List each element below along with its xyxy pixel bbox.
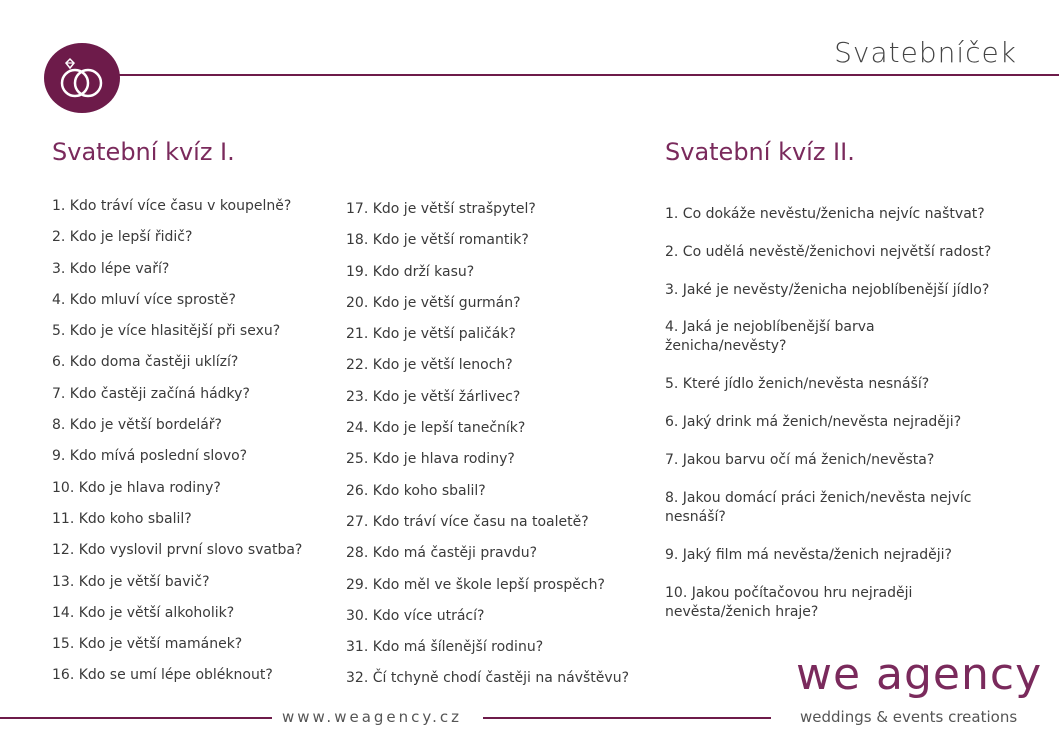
question-item: 26. Kdo koho sbalil? [346,482,486,499]
question-item: 16. Kdo se umí lépe obléknout? [52,667,273,684]
question-item: 23. Kdo je větší žárlivec? [346,388,521,405]
question-item: 27. Kdo tráví více času na toaletě? [346,513,589,530]
rings-icon [44,43,120,113]
rings-logo [44,43,120,113]
question-item: 13. Kdo je větší bavič? [52,573,210,590]
question-item: 29. Kdo měl ve škole lepší prospěch? [346,576,605,593]
question-item: 8. Kdo je větší bordelář? [52,417,222,434]
question-item: 19. Kdo drží kasu? [346,263,475,280]
question-item: 6. Kdo doma častěji uklízí? [52,354,239,371]
question-item: 10. Jakou počítačovou hru nejraději nevěsta/ženich hraje? [665,585,913,620]
question-item: 3. Kdo lépe vaří? [52,260,170,277]
question-item: 4. Kdo mluví více sprostě? [52,291,236,308]
quiz1-right-list [346,199,629,700]
question-item: 2. Kdo je lepší řidič? [52,229,193,246]
question-item: 8. Jakou domácí práci ženich/nevěsta nejvíc nesnáší? [665,490,972,525]
quiz1-title: Svatební kvíz I. [52,138,235,166]
footer-rule-left [0,717,272,719]
question-item: 14. Kdo je větší alkoholik? [52,604,235,621]
question-item: 30. Kdo více utrácí? [346,607,485,624]
question-item: 11. Kdo koho sbalil? [52,510,192,527]
question-item: 22. Kdo je větší lenoch? [346,357,513,374]
question-item: 28. Kdo má častěji pravdu? [346,545,538,562]
question-item: 21. Kdo je větší paličák? [346,326,516,343]
question-item: 25. Kdo je hlava rodiny? [346,451,515,468]
question-item: 24. Kdo je lepší tanečník? [346,420,526,437]
question-item: 12. Kdo vyslovil první slovo svatba? [52,542,303,559]
question-item: 5. Které jídlo ženich/nevěsta nesnáší? [665,376,930,392]
question-item: 3. Jaké je nevěsty/ženicha nejoblíbenější jídlo? [665,282,990,298]
question-item: 6. Jaký drink má ženich/nevěsta nejraději? [665,414,962,430]
quiz2-list [665,205,1045,624]
header-rule [112,74,1059,76]
question-item: 10. Kdo je hlava rodiny? [52,479,221,496]
quiz2-title: Svatební kvíz II. [665,138,855,166]
website-link[interactable]: www.weagency.cz [282,708,463,726]
question-item: 15. Kdo je větší mamánek? [52,636,243,653]
question-item: 18. Kdo je větší romantik? [346,232,529,249]
footer-rule-right [483,717,771,719]
brand-title: Svatebníček [834,36,1017,69]
question-item: 7. Jakou barvu očí má ženich/nevěsta? [665,452,935,468]
question-item: 5. Kdo je více hlasitější při sexu? [52,323,281,340]
question-item: 17. Kdo je větší strašpytel? [346,201,536,217]
question-item: 32. Čí tchyně chodí častěji na návštěvu? [346,670,630,687]
agency-logo: we agency [796,649,1043,700]
question-item: 9. Kdo mívá poslední slovo? [52,448,248,465]
question-item: 4. Jaká je nejoblíbenější barva ženicha/nevěsty? [665,319,875,354]
question-item: 7. Kdo častěji začíná hádky? [52,385,250,402]
question-item: 1. Kdo tráví více času v koupelně? [52,198,292,214]
question-item: 31. Kdo má šílenější rodinu? [346,639,544,656]
agency-tagline: weddings & events creations [800,708,1018,726]
question-item: 1. Co dokáže nevěstu/ženicha nejvíc naštvat? [665,206,985,222]
question-item: 9. Jaký film má nevěsta/ženich nejraději? [665,547,952,563]
quiz1-left-list [52,196,302,697]
question-item: 20. Kdo je větší gurmán? [346,294,521,311]
question-item: 2. Co udělá nevěstě/ženichovi největší radost? [665,244,992,260]
